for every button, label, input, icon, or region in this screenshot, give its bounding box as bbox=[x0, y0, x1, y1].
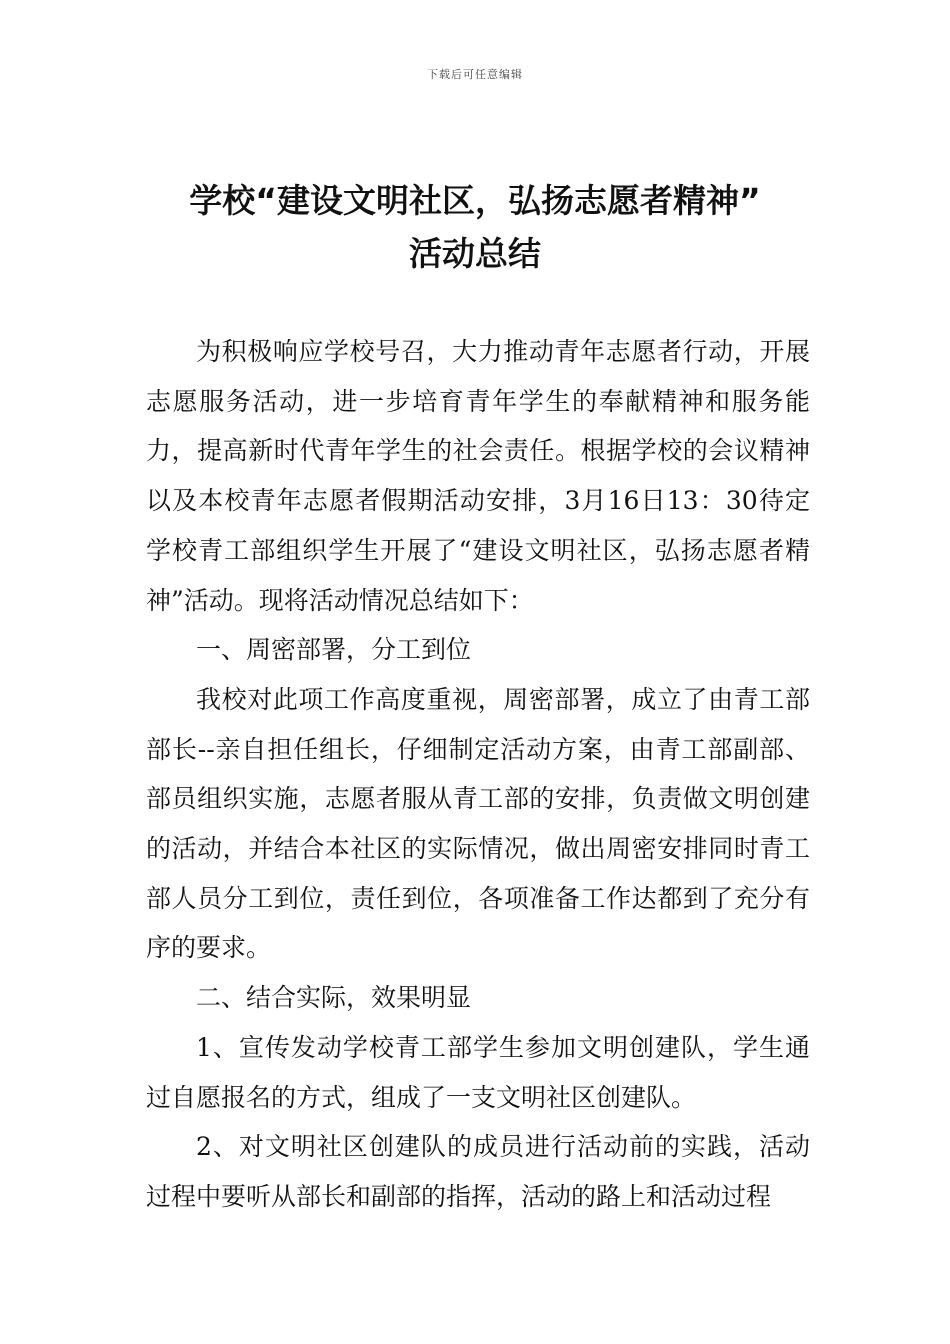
header-note: 下载后可任意编辑 bbox=[427, 68, 523, 81]
section-1-paragraph: 我校对此项工作高度重视，周密部署，成立了由青工部部长--亲自担任组长，仔细制定活动方案，由青工部副部、部员组织实施，志愿者服从青工部的安排，负责做文明创建的活动，并结合本社区的实际情况，做出周密安排同时青工部人员分工到位，责任到位，各项准备工作达都到了充分有序的要求。 bbox=[146, 684, 810, 963]
section-2-item-1: 1、宣传发动学校青工部学生参加文明创建队，学生通过自愿报名的方式，组成了一支文明社区创建队。 bbox=[146, 1032, 810, 1112]
title-line-2: 活动总结 bbox=[409, 234, 541, 273]
section-2-item-2: 2、对文明社区创建队的成员进行活动前的实践，活动过程中要听从部长和副部的指挥，活动的路上和活动过程 bbox=[146, 1132, 810, 1211]
document-body bbox=[146, 327, 818, 1222]
title-line-1: 学校“建设文明社区，弘扬志愿者精神” bbox=[189, 181, 761, 220]
document-title bbox=[60, 174, 890, 280]
intro-paragraph: 为积极响应学校号召，大力推动青年志愿者行动，开展志愿服务活动，进一步培育青年学生的奉献精神和服务能力，提高新时代青年学生的社会责任。根据学校的会议精神以及本校青年志愿者假期活动安排，3月16日13：30待定 学校青工部组织学生开展了“建设文明社区，弘扬志愿者精神”活动。现将活动情况总结如下： bbox=[146, 337, 818, 615]
section-heading-1: 一、周密部署，分工到位 bbox=[196, 635, 472, 665]
section-heading-2: 二、结合实际，效果明显 bbox=[196, 983, 472, 1013]
